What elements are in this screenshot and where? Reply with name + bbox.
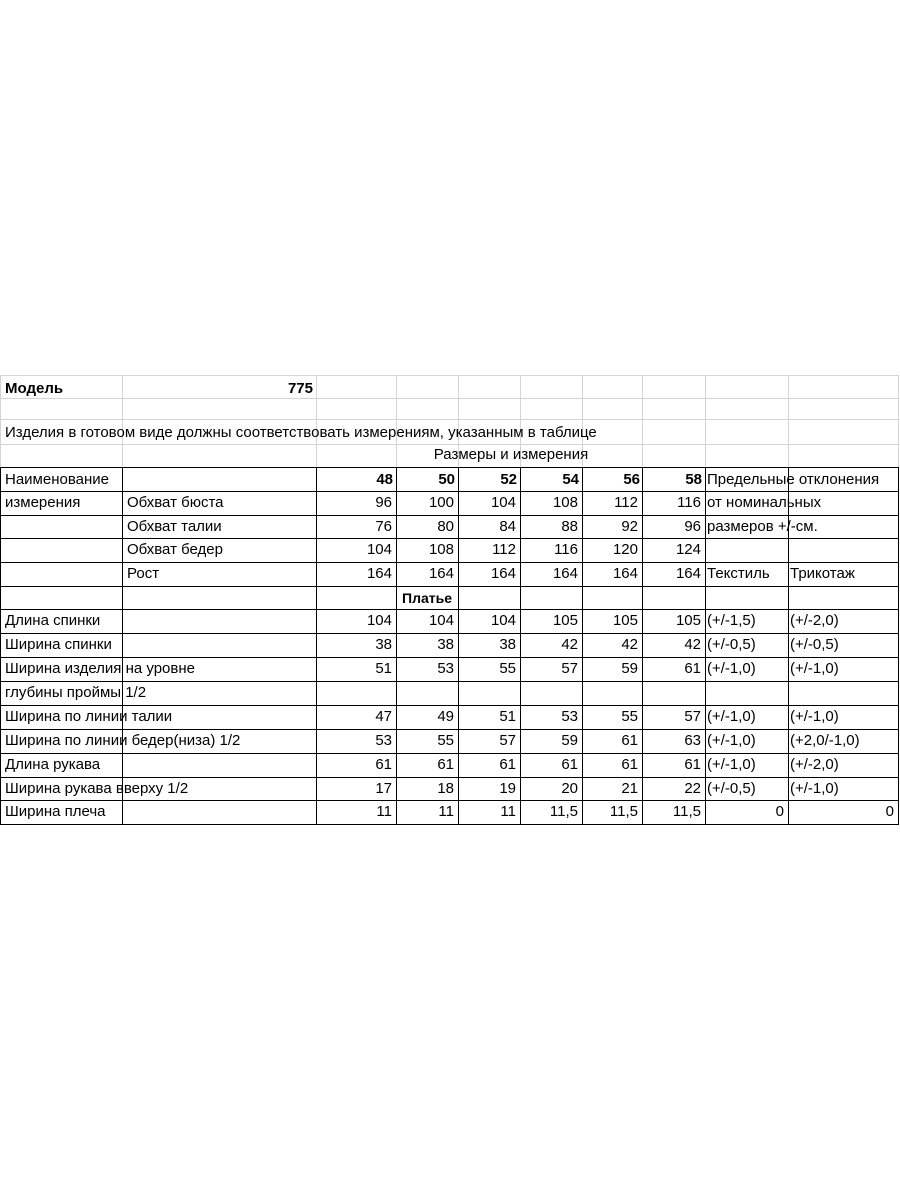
deviation-header-line3: размеров +/-см. [707,518,818,535]
body-measure-value: 108 [428,541,454,558]
garment-measure-value: 22 [684,780,701,797]
garment-measure-label: Ширина рукава вверху 1/2 [5,780,189,797]
size-52: 52 [500,471,517,488]
garment-measure-value: 11,5 [609,803,638,820]
body-measure-value: 96 [375,494,392,511]
size-54: 54 [562,471,579,488]
garment-measure-value: 11,5 [549,803,578,820]
body-measure-value: 120 [612,541,638,558]
body-measure-value: 164 [552,565,578,582]
garment-measure-value: 104 [366,612,392,629]
size-48: 48 [376,471,393,488]
model-number: 775 [287,380,313,397]
garment-measure-value: 19 [499,780,516,797]
gridline-v [0,375,1,467]
body-measure-value: 100 [428,494,454,511]
table-subtitle: Размеры и измерения [433,446,589,463]
border-v [316,467,317,825]
garment-measure-value: 17 [375,780,392,797]
garment-measure-label: Ширина изделия на уровне [5,660,195,677]
garment-measure-value: 57 [684,708,701,725]
border-h [0,824,898,825]
garment-measure-value: 21 [621,780,638,797]
garment-measure-value: 11 [500,803,516,820]
garment-measure-value: 104 [490,612,516,629]
gridline-v [788,375,789,467]
garment-textile-tolerance: (+/-1,0) [707,660,756,677]
garment-measure-value: 59 [561,732,578,749]
garment-measure-value: 18 [437,780,454,797]
garment-measure-value: 42 [621,636,638,653]
header-name-line1: Наименование [5,471,109,488]
body-measure-value: 88 [561,518,578,535]
border-v [705,467,706,825]
garment-measure-label: Ширина спинки [5,636,112,653]
section-title: Платье [402,590,452,606]
border-v [582,467,583,825]
border-v [458,467,459,825]
garment-textile-tolerance: (+/-0,5) [707,636,756,653]
body-measure-value: 104 [366,541,392,558]
garment-knit-tolerance: (+/-2,0) [790,756,839,773]
garment-measure-value: 59 [621,660,638,677]
garment-measure-value: 105 [612,612,638,629]
garment-measure-value: 38 [437,636,454,653]
border-v [642,467,643,825]
garment-knit-tolerance: (+/-0,5) [790,636,839,653]
garment-measure-value: 104 [428,612,454,629]
garment-measure-value: 38 [375,636,392,653]
garment-measure-label: Ширина по линии талии [5,708,173,725]
garment-measure-value: 61 [437,756,454,773]
textile-header: Текстиль [707,565,770,582]
garment-textile-tolerance: (+/-1,5) [707,612,756,629]
garment-measure-value: 57 [499,732,516,749]
garment-measure-value: 55 [437,732,454,749]
deviation-header-line1: Предельные отклонения [707,471,880,488]
garment-measure-value: 11 [376,803,392,820]
body-measure-label: Обхват бюста [127,494,224,511]
garment-measure-value: 61 [621,732,638,749]
garment-measure-value: 55 [499,660,516,677]
garment-measure-value: 61 [561,756,578,773]
garment-measure-value: 11,5 [672,803,701,820]
border-v [122,467,123,825]
body-measure-value: 124 [675,541,701,558]
garment-measure-label: Длина рукава [5,756,101,773]
deviation-header-line2: от номинальных [707,494,822,511]
gridline-v [898,375,899,467]
garment-measure-value: 51 [499,708,516,725]
table-note: Изделия в готовом виде должны соответствовать измерениям, указанным в таблице [5,424,597,441]
garment-measure-value: 105 [552,612,578,629]
garment-textile-tolerance: (+/-0,5) [707,780,756,797]
body-measure-label: Обхват бедер [127,541,223,558]
gridline-h [0,398,898,399]
body-measure-value: 164 [490,565,516,582]
garment-measure-value: 105 [675,612,701,629]
body-measure-value: 92 [621,518,638,535]
garment-measure-value: 11 [438,803,454,820]
body-measure-value: 84 [499,518,516,535]
body-measure-value: 116 [554,541,578,558]
garment-textile-tolerance: 0 [775,803,784,820]
body-measure-value: 164 [675,565,701,582]
garment-measure-value: 53 [437,660,454,677]
border-h [0,467,898,468]
header-name-line2: измерения [5,494,81,511]
garment-textile-tolerance: (+/-1,0) [707,756,756,773]
model-label: Модель [5,380,64,397]
knit-header: Трикотаж [790,565,855,582]
body-measure-value: 80 [437,518,454,535]
garment-measure-label: Ширина плеча [5,803,106,820]
size-58: 58 [685,471,702,488]
garment-measure-value: 53 [561,708,578,725]
gridline-v [705,375,706,467]
body-measure-label: Обхват талии [127,518,222,535]
body-measure-value: 116 [677,494,701,511]
size-56: 56 [623,471,640,488]
garment-measure-value: 61 [684,756,701,773]
body-measure-value: 112 [614,494,638,511]
garment-textile-tolerance: (+/-1,0) [707,708,756,725]
garment-knit-tolerance: (+/-1,0) [790,708,839,725]
border-v [520,467,521,825]
garment-measure-value: 61 [684,660,701,677]
garment-knit-tolerance: 0 [885,803,894,820]
garment-measure-value: 51 [375,660,392,677]
border-v [0,467,1,825]
gridline-h [0,419,898,420]
garment-measure-value: 61 [499,756,516,773]
garment-knit-tolerance: (+2,0/-1,0) [790,732,860,749]
body-measure-value: 76 [375,518,392,535]
garment-measure-value: 53 [375,732,392,749]
garment-measure-label: Длина спинки [5,612,101,629]
body-measure-value: 104 [490,494,516,511]
garment-measure-value: 42 [684,636,701,653]
body-measure-value: 96 [684,518,701,535]
garment-measure-label: Ширина по линии бедер(низа) 1/2 [5,732,241,749]
body-measure-value: 164 [366,565,392,582]
garment-knit-tolerance: (+/-2,0) [790,612,839,629]
border-v [898,467,899,825]
garment-measure-label: глубины проймы 1/2 [5,684,147,701]
garment-knit-tolerance: (+/-1,0) [790,780,839,797]
garment-measure-value: 61 [375,756,392,773]
garment-textile-tolerance: (+/-1,0) [707,732,756,749]
garment-measure-value: 38 [499,636,516,653]
garment-measure-value: 47 [375,708,392,725]
gridline-v [122,375,123,467]
garment-measure-value: 20 [561,780,578,797]
garment-measure-value: 42 [561,636,578,653]
body-measure-value: 164 [428,565,454,582]
garment-measure-value: 49 [437,708,454,725]
gridline-h [0,375,898,376]
garment-measure-value: 61 [621,756,638,773]
gridline-v [316,375,317,467]
garment-knit-tolerance: (+/-1,0) [790,660,839,677]
garment-measure-value: 57 [561,660,578,677]
garment-measure-value: 63 [684,732,701,749]
size-50: 50 [438,471,455,488]
garment-measure-value: 55 [621,708,638,725]
body-measure-label: Рост [127,565,160,582]
body-measure-value: 112 [492,541,516,558]
body-measure-value: 164 [612,565,638,582]
border-v [396,467,397,825]
body-measure-value: 108 [552,494,578,511]
